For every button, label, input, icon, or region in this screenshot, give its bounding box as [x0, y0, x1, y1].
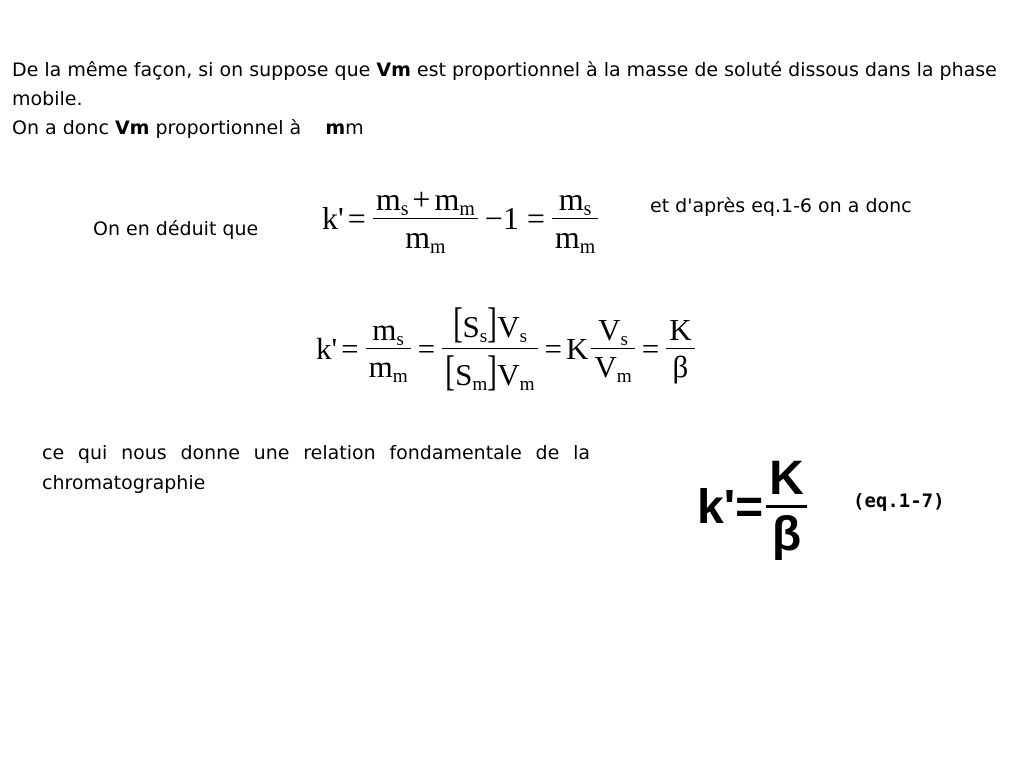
eq3-fraction [766, 454, 807, 561]
eq1-plus: + [412, 181, 431, 217]
eq1-lhs: k' [322, 200, 344, 237]
eq2-f3-den-sub: m [616, 365, 632, 387]
eq3-den: β [771, 508, 802, 562]
eq2-equals: = [341, 330, 359, 366]
intro-text: On a donc [12, 117, 115, 139]
intro-paragraph [12, 56, 1012, 143]
eq2-f1-num: m [372, 312, 397, 348]
equation-fundamental [697, 454, 810, 561]
eq2-constant-k: K [566, 330, 589, 366]
equation-retention-factor [322, 181, 601, 258]
eq1-rhs-den: m [554, 218, 580, 255]
mass-term-sub: m [345, 117, 364, 139]
eq3-equals: = [735, 480, 764, 534]
eq2-equals: = [417, 330, 436, 366]
eq2-f3-den: V [594, 348, 617, 384]
eq2-f3-num-sub: s [620, 329, 628, 351]
eq2-fraction-k-beta [666, 314, 694, 383]
vm-term: Vm [376, 59, 411, 81]
conclusion-text: ce qui nous donne une relation fondamentale de la chromatographie [42, 442, 590, 494]
eq1-fraction-result [552, 181, 598, 258]
mass-term: m [325, 117, 346, 139]
eq1-rhs-num: m [558, 181, 584, 217]
equation-partition [316, 303, 698, 395]
eq1-num-b: m [434, 181, 460, 217]
eq2-species-m-sub: m [472, 373, 488, 395]
intro-text: proportionnel à [149, 117, 308, 139]
vm-term: Vm [114, 117, 150, 139]
eq1-equals: = [347, 200, 366, 237]
eq2-volume-s: V [497, 309, 520, 344]
eq2-f1-num-sub: s [396, 329, 404, 351]
intro-text: De la même façon, si on suppose que [12, 59, 377, 81]
eq1-num-a: m [375, 181, 401, 217]
eq2-lhs: k' [316, 330, 338, 366]
eq2-f1-den: m [368, 348, 393, 384]
eq2-f3-num: V [598, 312, 621, 348]
eq2-fraction-volumes [591, 312, 634, 387]
eq2-volume-m: V [497, 356, 520, 392]
reference-note: et d'après eq.1-6 on a donc [650, 195, 912, 217]
eq2-fraction-mass [366, 312, 411, 387]
intro-text: est proportionnel à la masse de soluté dissous dans la phase mobile. [12, 59, 997, 110]
eq1-num-b-sub: m [459, 197, 475, 220]
eq1-rhs-den-sub: m [579, 235, 596, 258]
eq1-minus-one: −1 [484, 200, 519, 237]
eq1-num-a-sub: s [400, 197, 409, 220]
eq3-lhs: k' [697, 480, 736, 534]
eq2-f4-den: β [672, 348, 689, 384]
eq2-species-s: S [462, 309, 480, 344]
eq2-equals: = [544, 330, 562, 366]
eq2-volume-s-sub: s [519, 325, 528, 347]
eq2-f4-num: K [669, 312, 692, 348]
deduction-label: On en déduit que [93, 218, 259, 240]
eq1-rhs-num-sub: s [583, 197, 592, 220]
eq2-species-s-sub: s [479, 325, 488, 347]
eq2-species-m: S [455, 356, 473, 392]
eq1-equals-2: = [526, 200, 545, 237]
eq1-den-sub: m [430, 235, 446, 258]
equation-label: (eq.1-7) [853, 490, 945, 512]
eq2-f1-den-sub: m [392, 365, 408, 387]
eq3-num: K [769, 452, 804, 505]
eq1-fraction-main [373, 181, 478, 258]
eq2-equals: = [641, 330, 660, 366]
eq2-volume-m-sub: m [519, 373, 535, 395]
eq1-den: m [405, 218, 431, 255]
eq2-fraction-concentration: $\frac{[S_s]V_s}{[S_m]V_m}$ [442, 303, 537, 395]
